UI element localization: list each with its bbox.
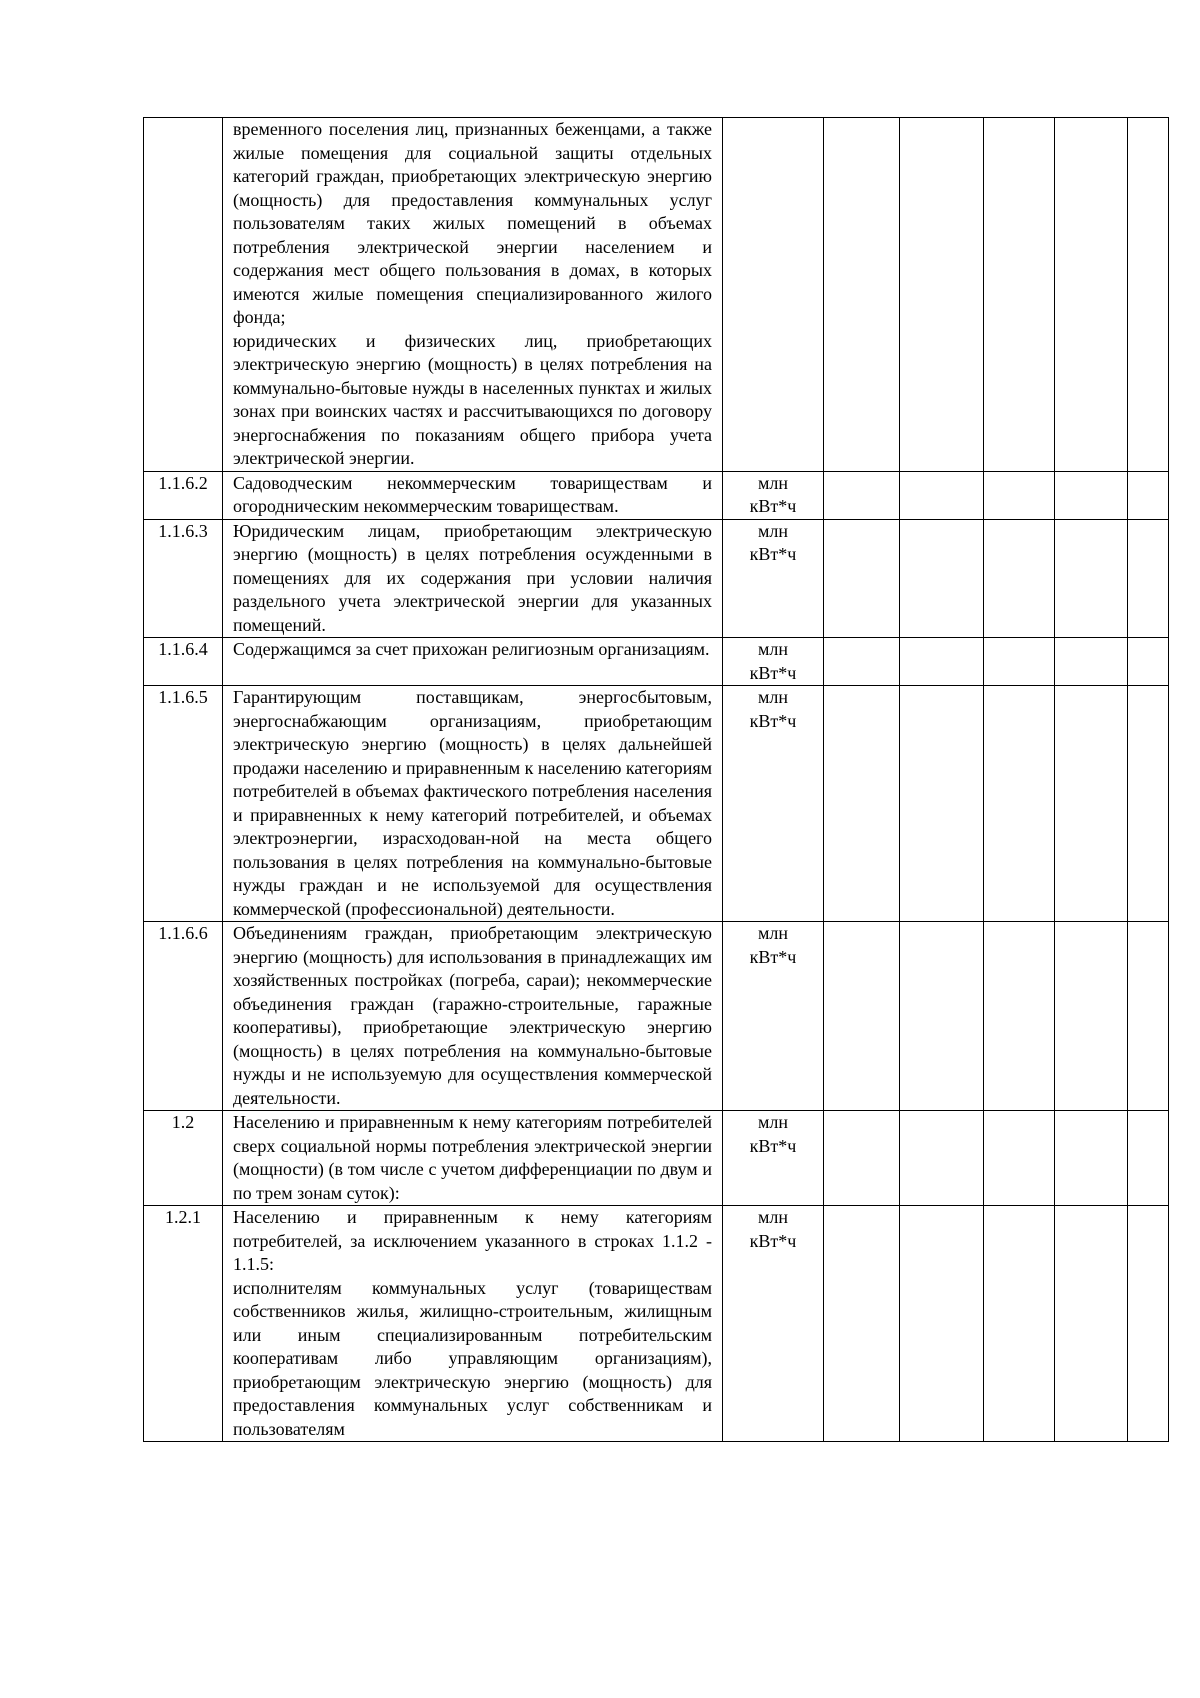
- table-row: [144, 471, 1169, 519]
- value-cell: [984, 638, 1055, 686]
- unit-line-1: млн: [757, 520, 788, 541]
- unit-line-2: кВт*ч: [749, 496, 797, 516]
- unit-line-2: кВт*ч: [749, 1135, 797, 1156]
- row-number: 1.2.1: [144, 1206, 223, 1442]
- value-cell: [900, 1111, 984, 1206]
- row-unit: [723, 922, 824, 1111]
- row-unit: [723, 1206, 824, 1442]
- row-description: [223, 922, 723, 1111]
- value-cell: [1055, 686, 1128, 922]
- description-paragraph: Населению и приравненным к нему категориям потребителей, за исключением указанного в строках 1.1.2 - 1.1.5:: [233, 1207, 712, 1274]
- row-number: 1.1.6.4: [144, 638, 223, 686]
- value-cell: [1128, 1206, 1169, 1442]
- description-paragraph: Населению и приравненным к нему категориям потребителей сверх социальной нормы потребления электрической энергии (мощности) (в том числе с учетом дифференциации по двум и по трем зонам суток):: [233, 1112, 712, 1203]
- description-paragraph: Гарантирующим поставщикам, энергосбытовым, энергоснабжающим организациям, приобретающим электрическую энергию (мощность) в целях дальнейшей продажи населению и приравненным к населению категориям потребителей в объемах фактического потребления населения и приравненных к нему категорий потребителей, и объемах электроэнергии, израсходован-ной на места общего пользования в целях потребления на коммунально-бытовые нужды граждан и не используемой для осуществления коммерческой (профессиональной) деятельности.: [233, 687, 712, 919]
- value-cell: [984, 686, 1055, 922]
- row-description: [223, 519, 723, 638]
- unit-line-1: млн: [757, 1112, 788, 1132]
- value-cell: [1055, 471, 1128, 519]
- value-cell: [1128, 1111, 1169, 1206]
- value-cell: [1128, 922, 1169, 1111]
- value-cell: [1055, 1206, 1128, 1442]
- value-cell: [900, 1206, 984, 1442]
- row-number: 1.1.6.2: [144, 471, 223, 519]
- row-description: [223, 638, 723, 686]
- unit-line-2: кВт*ч: [749, 946, 797, 967]
- row-number: [144, 118, 223, 472]
- value-cell: [824, 686, 900, 922]
- value-cell: [900, 638, 984, 686]
- unit-line-2: кВт*ч: [749, 710, 797, 731]
- table-row: [144, 1206, 1169, 1442]
- value-cell: [900, 471, 984, 519]
- value-cell: [1055, 1111, 1128, 1206]
- row-number: 1.2: [144, 1111, 223, 1206]
- value-cell: [1055, 638, 1128, 686]
- value-cell: [1055, 519, 1128, 638]
- row-description: [223, 1111, 723, 1206]
- value-cell: [1055, 922, 1128, 1111]
- description-paragraph: исполнителям коммунальных услуг (товариществам собственников жилья, жилищно-строительным, жилищным или иным специализированным потребительским кооперативам либо управляющим организациям), приобретающим электрическую энергию (мощность) для предоставления коммунальных услуг собственникам и пользователям: [233, 1277, 712, 1439]
- description-paragraph: Содержащимся за счет прихожан религиозным организациям.: [233, 639, 710, 659]
- table-row: [144, 519, 1169, 638]
- value-cell: [984, 471, 1055, 519]
- value-cell: [824, 519, 900, 638]
- table-row: [144, 922, 1169, 1111]
- description-paragraph: юридических и физических лиц, приобретающих электрическую энергию (мощность) в целях потребления на коммунально-бытовые нужды в населенных пунктах и жилых зонах при воинских частях и рассчитывающихся по договору энергоснабжения по показаниям общего прибора учета электрической энергии.: [233, 330, 712, 468]
- value-cell: [1128, 519, 1169, 638]
- table-row: [144, 686, 1169, 922]
- unit-line-2: кВт*ч: [749, 1230, 797, 1251]
- table-body: [144, 118, 1169, 1442]
- row-unit: [723, 118, 824, 472]
- value-cell: [984, 922, 1055, 1111]
- unit-line-1: млн: [757, 923, 788, 943]
- unit-line-1: млн: [757, 1207, 788, 1227]
- value-cell: [824, 1206, 900, 1442]
- row-number: 1.1.6.5: [144, 686, 223, 922]
- row-unit: [723, 519, 824, 638]
- value-cell: [984, 1111, 1055, 1206]
- value-cell: [1128, 638, 1169, 686]
- unit-line-2: кВт*ч: [749, 544, 797, 564]
- description-paragraph: Юридическим лицам, приобретающим электрическую энергию (мощность) в целях потребления осужденными в помещениях для их содержания при условии наличия раздельного учета электрической энергии для указанных помещений.: [233, 520, 712, 635]
- table-row: [144, 638, 1169, 686]
- value-cell: [824, 922, 900, 1111]
- description-paragraph: Объединениям граждан, приобретающим электрическую энергию (мощность) для использования в принадлежащих им хозяйственных постройках (погреба, сараи); некоммерческие объединения граждан (гаражно-строительные, гаражные кооперативы), приобретающие электрическую энергию (мощность) в целях потребления на коммунально-бытовые нужды и не используемую для осуществления коммерческой деятельности.: [233, 923, 712, 1108]
- value-cell: [1055, 118, 1128, 472]
- table-row: [144, 118, 1169, 472]
- unit-line-1: млн: [757, 472, 788, 493]
- consumption-table: [143, 117, 1169, 1442]
- unit-line-1: млн: [757, 687, 788, 707]
- row-description: [223, 471, 723, 519]
- row-description: [223, 1206, 723, 1442]
- description-paragraph: Садоводческим некоммерческим товариществам и огородническим некоммерческим товариществам.: [233, 472, 712, 516]
- value-cell: [824, 638, 900, 686]
- unit-line-1: млн: [757, 639, 788, 659]
- row-description: [223, 118, 723, 472]
- description-paragraph: временного поселения лиц, признанных беженцами, а также жилые помещения для социальной защиты отдельных категорий граждан, приобретающих электрическую энергию (мощность) для предоставления коммунальных услуг пользователям таких жилых помещений в объемах потребления электрической энергии населением и содержания мест общего пользования в домах, в которых имеются жилые помещения специализированного жилого фонда;: [233, 119, 712, 327]
- value-cell: [984, 519, 1055, 638]
- value-cell: [984, 118, 1055, 472]
- value-cell: [900, 118, 984, 472]
- row-description: [223, 686, 723, 922]
- value-cell: [900, 922, 984, 1111]
- row-number: 1.1.6.6: [144, 922, 223, 1111]
- row-unit: [723, 686, 824, 922]
- unit-line-2: кВт*ч: [749, 662, 797, 683]
- value-cell: [900, 519, 984, 638]
- row-number: 1.1.6.3: [144, 519, 223, 638]
- value-cell: [900, 686, 984, 922]
- row-unit: [723, 1111, 824, 1206]
- value-cell: [1128, 686, 1169, 922]
- value-cell: [984, 1206, 1055, 1442]
- value-cell: [824, 471, 900, 519]
- table-row: [144, 1111, 1169, 1206]
- value-cell: [824, 1111, 900, 1206]
- value-cell: [1128, 118, 1169, 472]
- value-cell: [824, 118, 900, 472]
- row-unit: [723, 471, 824, 519]
- value-cell: [1128, 471, 1169, 519]
- row-unit: [723, 638, 824, 686]
